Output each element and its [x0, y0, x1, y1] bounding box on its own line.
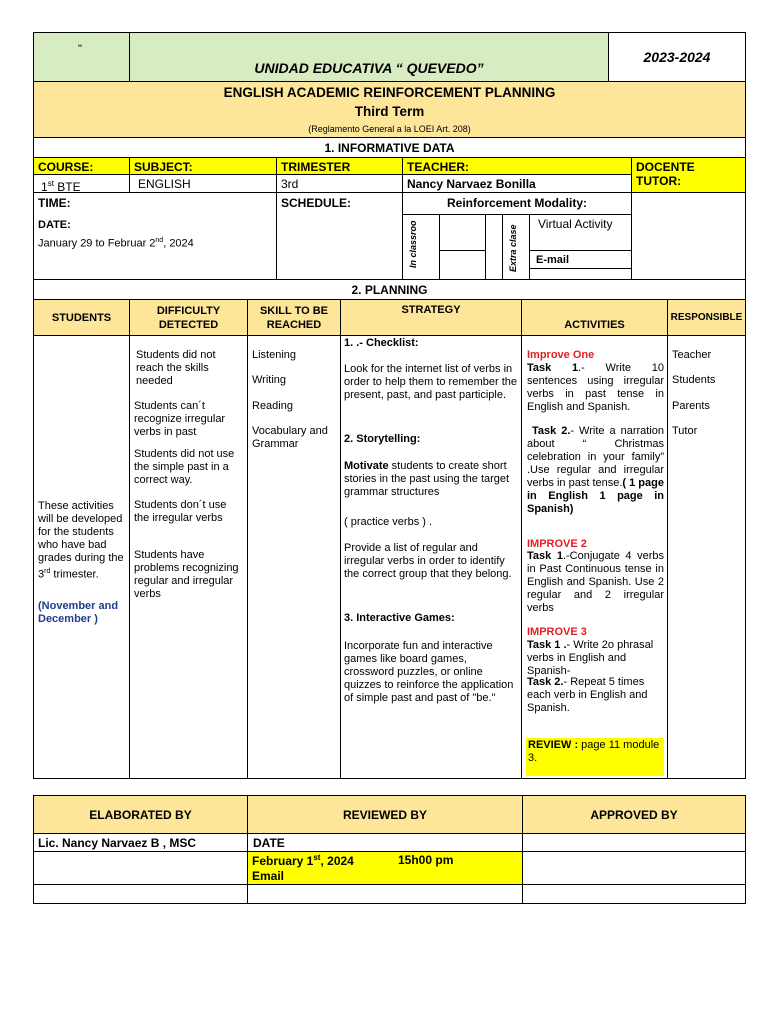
- teacher-label: TEACHER:: [402, 157, 632, 175]
- review-date: [252, 853, 354, 868]
- strategy-heading-2: 2. Storytelling:: [344, 433, 421, 445]
- modality-col-2b: [439, 250, 486, 280]
- review-email: Email: [252, 869, 285, 883]
- school-name: UNIDAD EDUCATIVA “ QUEVEDO”: [254, 60, 484, 76]
- review-cell-3: [247, 884, 523, 904]
- task-label-2: Task 2.: [531, 425, 571, 437]
- elaborated-by-label: ELABORATED BY: [33, 795, 248, 834]
- improve-one: Improve One: [527, 349, 595, 361]
- date-sup: nd: [155, 237, 164, 244]
- strategy-heading-3: 3. Interactive Games:: [344, 612, 455, 624]
- skill-writing: Writing: [252, 374, 287, 386]
- task-text-2: - Write a narration about “ Christmas celebration in your family” .Use regular and irregular verbs in past tense.: [527, 425, 664, 489]
- task-text-3: .-Conjugate 4 verbs in Past Continuous tense in English and Spanish. Use 2 regular and 2 irregular verbs: [527, 550, 664, 614]
- difficulty-2: Students can´t recognize irregular verbs in past: [134, 400, 226, 438]
- modality-col-3: [485, 214, 503, 280]
- course-label: COURSE:: [33, 157, 130, 175]
- review-date-sup: st: [313, 853, 321, 862]
- trimester-label: TRIMESTER: [276, 157, 403, 175]
- students-sup: rd: [44, 568, 51, 575]
- review-text: page 11 module 3.: [528, 739, 660, 764]
- review-label: REVIEW :: [528, 739, 579, 751]
- course-value-num: 1: [41, 180, 48, 194]
- document-title: ENGLISH ACADEMIC REINFORCEMENT PLANNING: [223, 85, 556, 100]
- date-label: DATE:: [38, 219, 71, 231]
- task-text-4: - Write 2o phrasal verbs in English and Spanish-: [527, 639, 654, 677]
- improve-one-task-2: [527, 425, 664, 516]
- quote-mark: ": [78, 43, 82, 55]
- review-note: [526, 738, 664, 776]
- responsible-tutor: Tutor: [672, 425, 698, 437]
- responsible-students: Students: [672, 374, 716, 386]
- reviewed-by-label: REVIEWED BY: [247, 795, 523, 834]
- teacher-value: Nancy Narvaez Bonilla: [402, 174, 632, 193]
- students-desc: These activities will be developed for the students who have bad grades during the 3: [38, 500, 124, 581]
- strategy-heading-1: 1. .- Checklist:: [344, 337, 419, 349]
- schedule-cell: [276, 192, 403, 280]
- course-value: [33, 174, 130, 193]
- time-label: TIME:: [38, 196, 71, 210]
- improve-three-task-2: [527, 676, 664, 715]
- responsible-teacher: Teacher: [672, 349, 712, 361]
- difficulty-3: Students did not use the simple past in a correct way.: [134, 448, 235, 486]
- students-months: (November and December ): [38, 600, 119, 625]
- improve-two-task-1: [527, 550, 664, 615]
- approved-cell-1: [522, 833, 746, 852]
- col-difficulty: DIFFICULTY DETECTED: [129, 299, 248, 336]
- strategy-text-2: [344, 460, 520, 499]
- school-year: 2023-2024: [643, 49, 711, 65]
- task-label-3: Task 1: [527, 550, 563, 562]
- review-date-a: February 1: [252, 854, 314, 868]
- author-cell-2: [33, 851, 248, 885]
- difficulty-cell: [129, 335, 248, 779]
- subject-value: ENGLISH: [129, 174, 277, 193]
- regulation-note: (Reglamento General a la LOEI Art. 208): [308, 124, 471, 134]
- term-title: Third Term: [354, 104, 425, 119]
- date-part1: January 29 to Februar 2: [38, 237, 156, 250]
- skill-listening: Listening: [252, 349, 297, 361]
- strategy-motivate: Motivate: [344, 460, 389, 472]
- tutor-label: DOCENTE TUTOR:: [631, 157, 746, 193]
- in-classroom-label: In classroo: [408, 220, 418, 268]
- course-value-rest: BTE: [53, 180, 81, 194]
- col-activities: ACTIVITIES: [521, 299, 668, 336]
- modality-label: Reinforcement Modality:: [402, 192, 632, 215]
- skill-vocabulary: Vocabulary and Grammar: [252, 425, 328, 450]
- time-date-cell: [33, 192, 277, 280]
- task-label-1: Task 1: [527, 362, 579, 374]
- difficulty-1: Students did not reach the skills needed: [136, 349, 216, 387]
- responsible-parents: Parents: [672, 400, 710, 412]
- school-name-cell: [129, 32, 609, 82]
- logo-cell: [33, 32, 130, 82]
- col-strategy: STRATEGY: [340, 299, 522, 336]
- approved-by-label: APPROVED BY: [522, 795, 746, 834]
- date-range: [38, 234, 194, 251]
- task-label-5: Task 2.: [527, 676, 564, 688]
- col-students: STUDENTS: [33, 299, 130, 336]
- modality-col-2: [439, 214, 486, 251]
- improve-one-task-1: [527, 362, 664, 414]
- course-value-sup: st: [47, 179, 54, 188]
- task-bold-2: ( 1 page in English 1 page in Spanish): [527, 477, 664, 515]
- strategy-cell: [340, 335, 522, 779]
- review-date-cell: [247, 851, 523, 885]
- virtual-activity: Virtual Activity: [529, 214, 632, 251]
- improve-three: IMPROVE 3: [527, 626, 587, 638]
- strategy-text-4: Provide a list of regular and irregular verbs in order to identify the correct group that they belong.: [344, 542, 512, 580]
- review-date-label: DATE: [247, 833, 523, 852]
- tutor-value-cell: [631, 192, 746, 280]
- modality-col-4: [502, 214, 530, 280]
- informative-section-title: 1. INFORMATIVE DATA: [33, 137, 746, 158]
- strategy-text-2-rest: students to create short stories in the past using the target grammar structures: [344, 460, 510, 498]
- task-text-1: .- Write 10 sentences using irregular verbs in past tense in English and Spanish.: [527, 362, 664, 413]
- date-part2: , 2024: [163, 237, 194, 250]
- col-skill: SKILL TO BE REACHED: [247, 299, 341, 336]
- col-responsible: RESPONSIBLE: [667, 299, 746, 336]
- students-cell: [33, 335, 130, 779]
- school-year-cell: [608, 32, 746, 82]
- activities-cell: [521, 335, 668, 779]
- task-label-4: Task 1 .: [527, 639, 567, 651]
- task-text-5: - Repeat 5 times each verb in English and Spanish.: [527, 676, 648, 714]
- difficulty-5: Students have problems recognizing regular and irregular verbs: [134, 549, 239, 600]
- responsible-cell: [667, 335, 746, 779]
- schedule-label: SCHEDULE:: [281, 196, 352, 210]
- author-name: Lic. Nancy Narvaez B , MSC: [33, 833, 248, 852]
- improve-two: IMPROVE 2: [527, 538, 587, 550]
- review-date-b: , 2024: [320, 854, 354, 868]
- planning-section-title: 2. PLANNING: [33, 279, 746, 300]
- strategy-text-1: Look for the internet list of verbs in order to help them to remember the present, past, and past participle.: [344, 363, 518, 401]
- strategy-text-5: Incorporate fun and interactive games like board games, crossword puzzles, or online quizzes to reinforce the application of simple past and past of "be.": [344, 640, 514, 704]
- improve-three-task-1: [527, 639, 664, 678]
- strategy-text-3: ( practice verbs ) .: [344, 516, 433, 528]
- skills-cell: [247, 335, 341, 779]
- subject-label: SUBJECT:: [129, 157, 277, 175]
- students-text: [38, 500, 126, 582]
- approved-cell-2: [522, 851, 746, 885]
- approved-cell-3: [522, 884, 746, 904]
- email-option: E-mail: [529, 250, 632, 269]
- title-cell: [33, 81, 746, 138]
- students-tail: trimester.: [50, 568, 99, 581]
- difficulty-4: Students don´t use the irregular verbs: [134, 499, 227, 524]
- extra-class-label: Extra clase: [508, 224, 518, 272]
- skill-reading: Reading: [252, 400, 293, 412]
- author-cell-3: [33, 884, 248, 904]
- review-time: 15h00 pm: [398, 853, 454, 867]
- trimester-value: 3rd: [276, 174, 403, 193]
